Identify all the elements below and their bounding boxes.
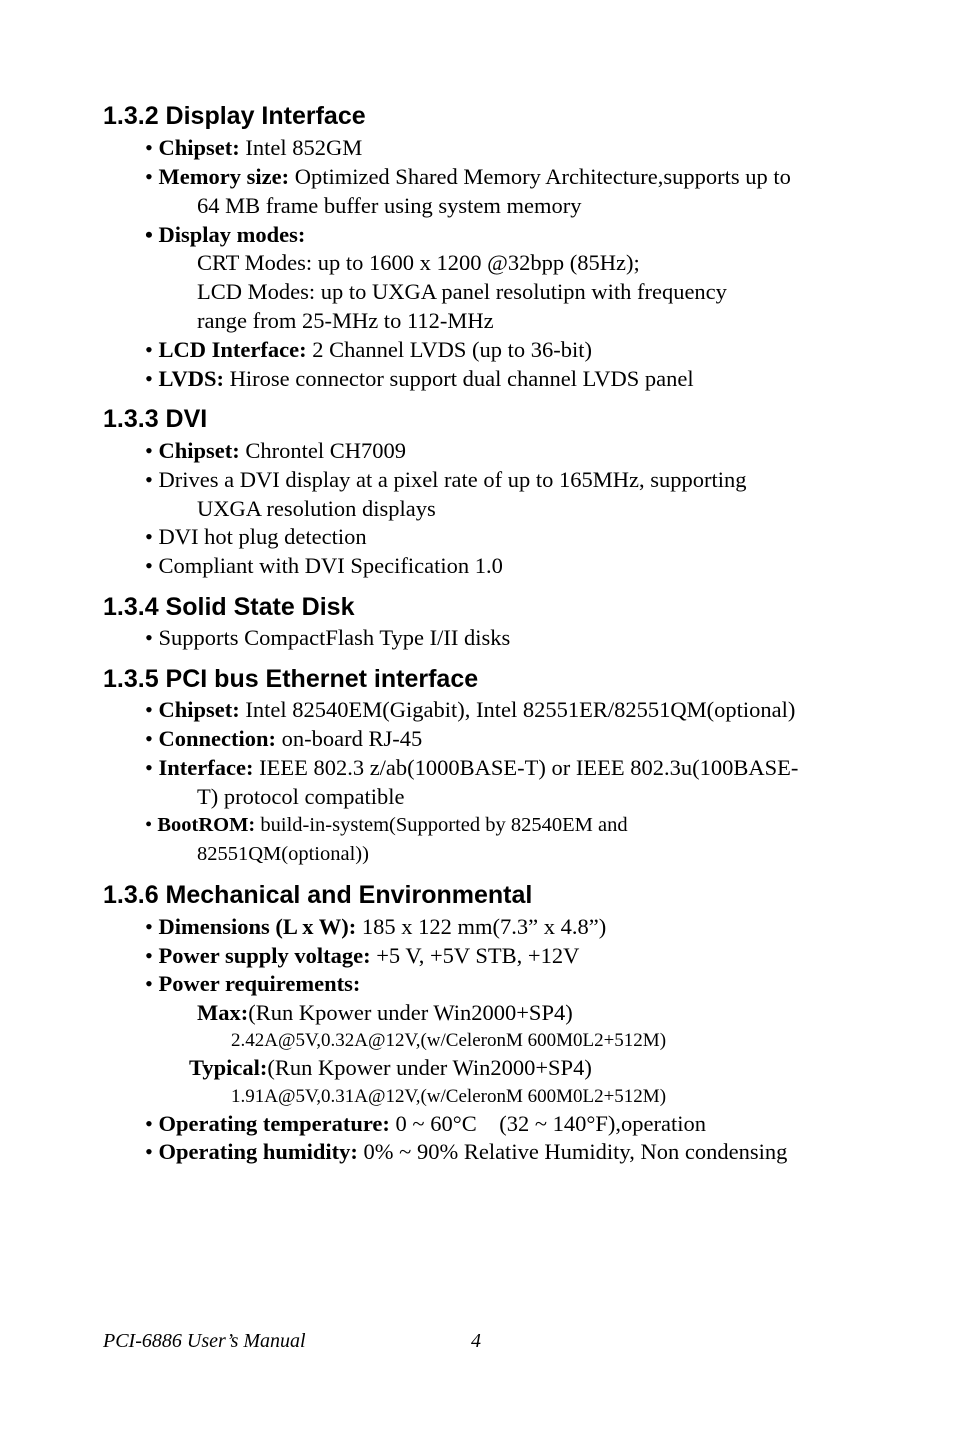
list-item: • Power requirements: — [145, 971, 361, 996]
list-item-continuation: 82551QM(optional)) — [197, 843, 369, 865]
list-item: • Interface: IEEE 802.3 z/ab(1000BASE-T) or IEEE 802.3u(100BASE- — [145, 755, 799, 780]
list-item: • Display modes: — [145, 222, 306, 247]
list-item-continuation: UXGA resolution displays — [197, 496, 436, 521]
list-item: • LCD Interface: 2 Channel LVDS (up to 36-bit) — [145, 337, 592, 362]
list-item: • Chipset: Chrontel CH7009 — [145, 438, 407, 463]
footer-manual-title: PCI-6886 User’s Manual — [103, 1330, 306, 1352]
list-item: • Memory size: Optimized Shared Memory Architecture,supports up to — [145, 164, 791, 189]
list-item: • BootROM: build-in-system(Supported by 82540EM and — [145, 814, 628, 836]
section-heading-display-interface: 1.3.2 Display Interface — [103, 102, 366, 130]
list-item: • Connection: on-board RJ-45 — [145, 726, 423, 751]
list-item: • Drives a DVI display at a pixel rate of up to 165MHz, supporting — [145, 467, 747, 492]
list-item: • Supports CompactFlash Type I/II disks — [145, 625, 511, 650]
list-item: • Compliant with DVI Specification 1.0 — [145, 553, 503, 578]
section-heading-solid-state-disk: 1.3.4 Solid State Disk — [103, 593, 355, 621]
list-item: • Operating temperature: 0 ~ 60°C (32 ~ 140°F),operation — [145, 1111, 706, 1136]
display-mode-crt: CRT Modes: up to 1600 x 1200 @32bpp (85Hz); — [197, 250, 640, 275]
list-item: • Dimensions (L x W): 185 x 122 mm(7.3” x 4.8”) — [145, 914, 607, 939]
footer-page-number: 4 — [471, 1330, 481, 1352]
section-heading-dvi: 1.3.3 DVI — [103, 405, 208, 433]
power-typical-values: 1.91A@5V,0.31A@12V,(w/CeleronM 600M0L2+512M) — [231, 1086, 667, 1107]
list-item: • DVI hot plug detection — [145, 524, 367, 549]
list-item: • Chipset: Intel 852GM — [145, 135, 363, 160]
display-mode-lcd: LCD Modes: up to UXGA panel resolutipn with frequency — [197, 279, 727, 304]
power-max-values: 2.42A@5V,0.32A@12V,(w/CeleronM 600M0L2+512M) — [231, 1030, 667, 1051]
list-item-continuation: T) protocol compatible — [197, 784, 405, 809]
list-item: • Operating humidity: 0% ~ 90% Relative Humidity, Non condensing — [145, 1139, 788, 1164]
list-item: • Chipset: Intel 82540EM(Gigabit), Intel 82551ER/82551QM(optional) — [145, 697, 796, 722]
power-max: Max:(Run Kpower under Win2000+SP4) — [197, 1000, 573, 1025]
section-heading-mechanical: 1.3.6 Mechanical and Environmental — [103, 881, 533, 909]
list-item: • Power supply voltage: +5 V, +5V STB, +12V — [145, 943, 580, 968]
list-item-continuation: 64 MB frame buffer using system memory — [197, 193, 582, 218]
list-item: • LVDS: Hirose connector support dual channel LVDS panel — [145, 366, 694, 391]
power-typical: Typical:(Run Kpower under Win2000+SP4) — [189, 1055, 592, 1080]
list-item-continuation: range from 25-MHz to 112-MHz — [197, 308, 494, 333]
section-heading-ethernet: 1.3.5 PCI bus Ethernet interface — [103, 665, 479, 693]
